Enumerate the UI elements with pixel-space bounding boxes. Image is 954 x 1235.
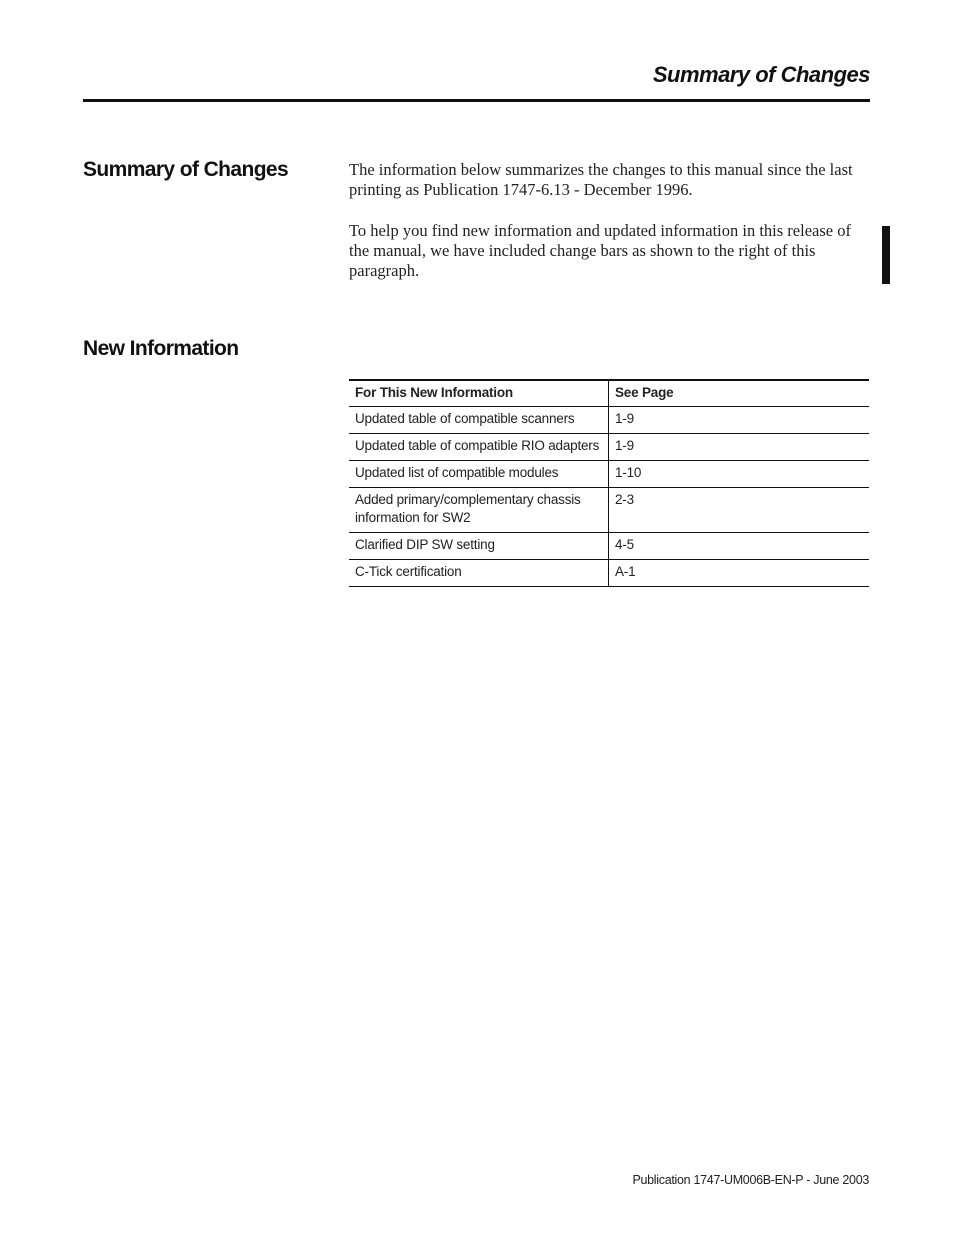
running-header-title: Summary of Changes bbox=[652, 62, 870, 87]
table-row bbox=[349, 461, 869, 488]
table-cell-information: Updated list of compatible modules bbox=[349, 461, 609, 488]
table-cell-page: 1-9 bbox=[609, 407, 870, 434]
table-row bbox=[349, 560, 869, 587]
table-cell-information: Updated table of compatible scanners bbox=[349, 407, 609, 434]
column-header-information: For This New Information bbox=[349, 380, 609, 407]
table-cell-information: Added primary/complementary chassis information for SW2 bbox=[349, 488, 609, 533]
summary-paragraph-1: The information below summarizes the changes to this manual since the last printing as Publication 1747-6.13 - December 1996. bbox=[349, 160, 853, 199]
table-row bbox=[349, 533, 869, 560]
table-cell-page: A-1 bbox=[609, 560, 870, 587]
table-row bbox=[349, 434, 869, 461]
header-rule bbox=[83, 99, 870, 102]
table-cell-page: 1-10 bbox=[609, 461, 870, 488]
table-header-row bbox=[349, 380, 869, 407]
table-cell-page: 2-3 bbox=[609, 488, 870, 533]
table-row bbox=[349, 488, 869, 533]
change-bar bbox=[882, 226, 890, 284]
table-cell-page: 1-9 bbox=[609, 434, 870, 461]
table-cell-page: 4-5 bbox=[609, 533, 870, 560]
table-cell-information: C-Tick certification bbox=[349, 560, 609, 587]
table-row bbox=[349, 407, 869, 434]
new-information-heading: New Information bbox=[83, 337, 239, 360]
table-cell-information: Clarified DIP SW setting bbox=[349, 533, 609, 560]
table-cell-information: Updated table of compatible RIO adapters bbox=[349, 434, 609, 461]
column-header-see-page: See Page bbox=[609, 380, 870, 407]
summary-paragraph-2: To help you find new information and updated information in this release of the manual, we have included change bars as shown to the right of this paragraph. bbox=[349, 221, 851, 280]
summary-of-changes-heading: Summary of Changes bbox=[83, 158, 289, 181]
publication-footer: Publication 1747-UM006B-EN-P - June 2003 bbox=[632, 1173, 869, 1187]
new-information-table bbox=[349, 379, 869, 587]
